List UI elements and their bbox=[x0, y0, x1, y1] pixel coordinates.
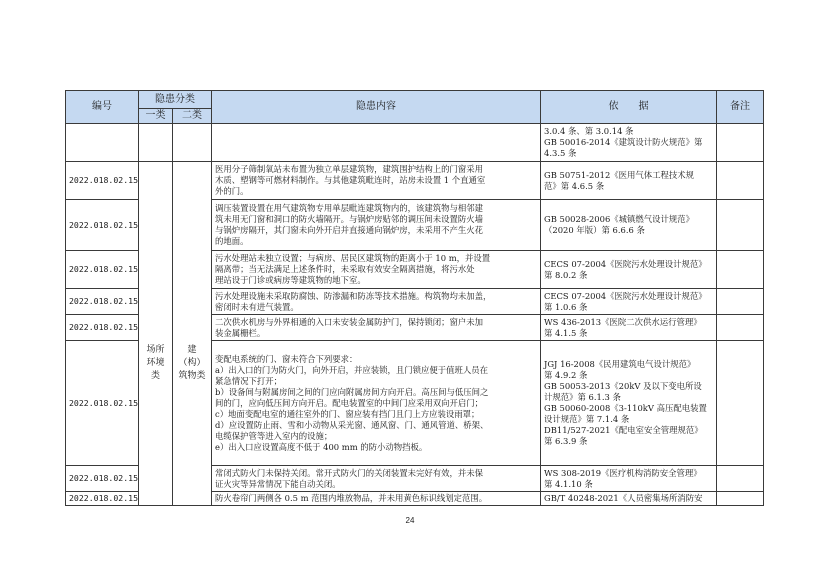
content-line: 污水处理站未独立设置；与病房、居民区建筑物的距离小于 10 m，并设置 bbox=[215, 253, 491, 263]
row-content bbox=[212, 289, 541, 315]
row-note bbox=[717, 315, 764, 341]
basis-line: GB 50016-2014《建筑设计防火规范》第 bbox=[544, 137, 703, 147]
content-line: 隔离带；当无法满足上述条件时，未采取有效安全隔离措施，将污水处 bbox=[215, 264, 475, 274]
content-line: 密闭时未有进气装置。 bbox=[215, 301, 299, 312]
row-code: 2022.018.02.15 bbox=[66, 200, 139, 251]
row-basis bbox=[541, 492, 717, 506]
basis-line: 范》第 4.6.5 条 bbox=[544, 180, 605, 191]
content-line: d）应设置防止雨、雪和小动物从采光窗、通风窗、门、通风管道、桥架、 bbox=[215, 419, 489, 430]
category-2-cell bbox=[173, 162, 212, 506]
basis-line: GB/T 40248-2021《人员密集场所消防安 bbox=[544, 493, 703, 503]
row-content bbox=[212, 315, 541, 341]
basis-line: 4.3.5 条 bbox=[544, 148, 577, 158]
header-basis: 依 据 bbox=[541, 91, 717, 124]
content-line: 防火卷帘门两侧各 0.5 m 范围内堆放物品，并未用黄色标识线划定范围。 bbox=[215, 493, 488, 503]
basis-line: 第 4.1.10 条 bbox=[544, 478, 593, 489]
category-1-cell bbox=[139, 162, 173, 506]
header-category: 隐患分类 bbox=[139, 91, 212, 109]
row-content bbox=[212, 341, 541, 466]
row-content bbox=[212, 124, 541, 162]
row-content bbox=[212, 492, 541, 506]
basis-line: CECS 07-2004《医院污水处理设计规范》 bbox=[544, 258, 707, 269]
basis-line: 设计规范》第 7.1.4 条 bbox=[544, 414, 630, 424]
content-line: 紧急情况下打开； bbox=[215, 375, 282, 386]
row-code: 2022.018.02.15 bbox=[66, 251, 139, 289]
content-line: 电缆保护管等进入室内的设施； bbox=[215, 430, 333, 441]
basis-line: （2020 年版）第 6.6.6 条 bbox=[544, 225, 645, 235]
content-line: 污水处理设施未采取防腐蚀、防渗漏和防冻等技术措施。构筑物均未加盖， bbox=[215, 290, 492, 301]
row-note bbox=[717, 200, 764, 251]
basis-line: 第 8.0.2 条 bbox=[544, 269, 588, 280]
basis-line: 第 1.0.6 条 bbox=[544, 301, 588, 312]
content-line: 的地面。 bbox=[215, 236, 249, 246]
row-code: 2022.018.02.15 bbox=[66, 466, 139, 492]
basis-line: 第 4.9.2 条 bbox=[544, 370, 588, 380]
basis-line: GB 50028-2006《城镇燃气设计规范》 bbox=[544, 214, 695, 224]
row-code: 2022.018.02.15 bbox=[66, 289, 139, 315]
basis-line: 第 4.1.5 条 bbox=[544, 327, 588, 338]
basis-line: WS 436-2013《医院二次供水运行管理》 bbox=[544, 316, 702, 327]
content-line: e）出入口应设置高度不低于 400 mm 的防小动物挡板。 bbox=[215, 441, 428, 452]
basis-line: GB 50053-2013《20kV 及以下变电所设 bbox=[544, 381, 702, 391]
content-line: 装金属栅栏。 bbox=[215, 327, 266, 338]
category-2-label: 建（构）筑物类 bbox=[178, 345, 206, 381]
header-content: 隐患内容 bbox=[212, 91, 541, 124]
row-note bbox=[717, 341, 764, 466]
row-basis bbox=[541, 251, 717, 289]
basis-line: 第 6.3.9 条 bbox=[544, 436, 588, 446]
row-basis bbox=[541, 466, 717, 492]
row-basis bbox=[541, 162, 717, 200]
content-line: 外的门。 bbox=[215, 186, 249, 196]
content-line: a）出入口的门为防火门，向外开启，并应装锁，且门锁应便于值班人员在 bbox=[215, 364, 488, 375]
basis-line: 3.0.4 条、第 3.0.14 条 bbox=[544, 126, 634, 136]
row-note bbox=[717, 466, 764, 492]
row-basis bbox=[541, 124, 717, 162]
header-code: 编号 bbox=[66, 91, 139, 124]
content-line: c）地面变配电室的通往室外的门、窗应装有挡门且门上方应装设雨罩； bbox=[215, 408, 480, 419]
content-line: 间的门，应向低压间方向开启。配电装置室的中间门应采用双向开启门； bbox=[215, 397, 483, 408]
basis-line: GB 50060-2008《3-110kV 高压配电装置 bbox=[544, 403, 707, 413]
row-code: 2022.018.02.15 bbox=[66, 492, 139, 506]
row-note bbox=[717, 124, 764, 162]
header-cat2: 二类 bbox=[173, 109, 212, 124]
basis-line: DB11/527-2021《配电室安全管理规范》 bbox=[544, 425, 703, 435]
category-1-cell-top bbox=[139, 124, 173, 162]
category-2-cell-top bbox=[173, 124, 212, 162]
basis-line: WS 308-2019《医疗机构消防安全管理》 bbox=[544, 467, 702, 478]
hazard-table bbox=[65, 90, 764, 506]
table-row bbox=[66, 124, 764, 162]
basis-line: CECS 07-2004《医院污水处理设计规范》 bbox=[544, 290, 707, 301]
row-content bbox=[212, 162, 541, 200]
content-line: 调压装置设置在用气建筑物专用单层毗连建筑物内的，该建筑物与相邻建 bbox=[215, 203, 483, 213]
row-note bbox=[717, 251, 764, 289]
content-line: 变配电系统的门、窗未符合下列要求： bbox=[215, 353, 358, 364]
content-line: 筑未用无门窗和洞口的防火墙隔开。与锅炉房贴邻的调压间未设置防火墙 bbox=[215, 214, 483, 224]
header-note: 备注 bbox=[717, 91, 764, 124]
basis-line: JGJ 16-2008《民用建筑电气设计规范》 bbox=[544, 359, 696, 369]
content-line: 医用分子筛制氧站未布置为独立单层建筑物，建筑围护结构上的门窗采用 bbox=[215, 164, 483, 174]
row-note bbox=[717, 492, 764, 506]
page-number: 24 bbox=[405, 516, 415, 525]
row-note bbox=[717, 162, 764, 200]
basis-line: GB 50751-2012《医用气体工程技术规 bbox=[544, 169, 695, 180]
content-line: 理站设于门诊或病房等建筑物的地下室。 bbox=[215, 275, 366, 285]
content-line: b）设备间与附属房间之间的门应向附属房间方向开启。高压间与低压间之 bbox=[215, 386, 489, 397]
row-code: 2022.018.02.15 bbox=[66, 341, 139, 466]
basis-line: 计规范》第 6.1.3 条 bbox=[544, 392, 621, 402]
row-code bbox=[66, 124, 139, 162]
category-1-label: 场所环境类 bbox=[146, 345, 165, 381]
row-code: 2022.018.02.15 bbox=[66, 315, 139, 341]
row-basis bbox=[541, 289, 717, 315]
content-line: 二次供水机房与外界相通的入口未安装金属防护门，保持锁闭；窗户未加 bbox=[215, 316, 483, 327]
row-note bbox=[717, 289, 764, 315]
content-line: 木质、塑钢等可燃材料制作。与其他建筑毗连时，站房未设置 1 个直通室 bbox=[215, 175, 486, 185]
row-basis bbox=[541, 200, 717, 251]
table-row bbox=[66, 162, 764, 200]
row-basis bbox=[541, 341, 717, 466]
content-line: 证火灾等异常情况下能自动关闭。 bbox=[215, 478, 341, 489]
row-content bbox=[212, 466, 541, 492]
row-basis bbox=[541, 315, 717, 341]
row-content bbox=[212, 251, 541, 289]
row-content bbox=[212, 200, 541, 251]
content-line: 与锅炉房隔开，其门窗未向外开启并直接通向锅炉房，未采用不产生火花 bbox=[215, 225, 483, 235]
row-code: 2022.018.02.15 bbox=[66, 162, 139, 200]
header-cat1: 一类 bbox=[139, 109, 173, 124]
content-line: 常闭式防火门未保持关闭。常开式防火门的关闭装置未完好有效，并未保 bbox=[215, 467, 483, 478]
